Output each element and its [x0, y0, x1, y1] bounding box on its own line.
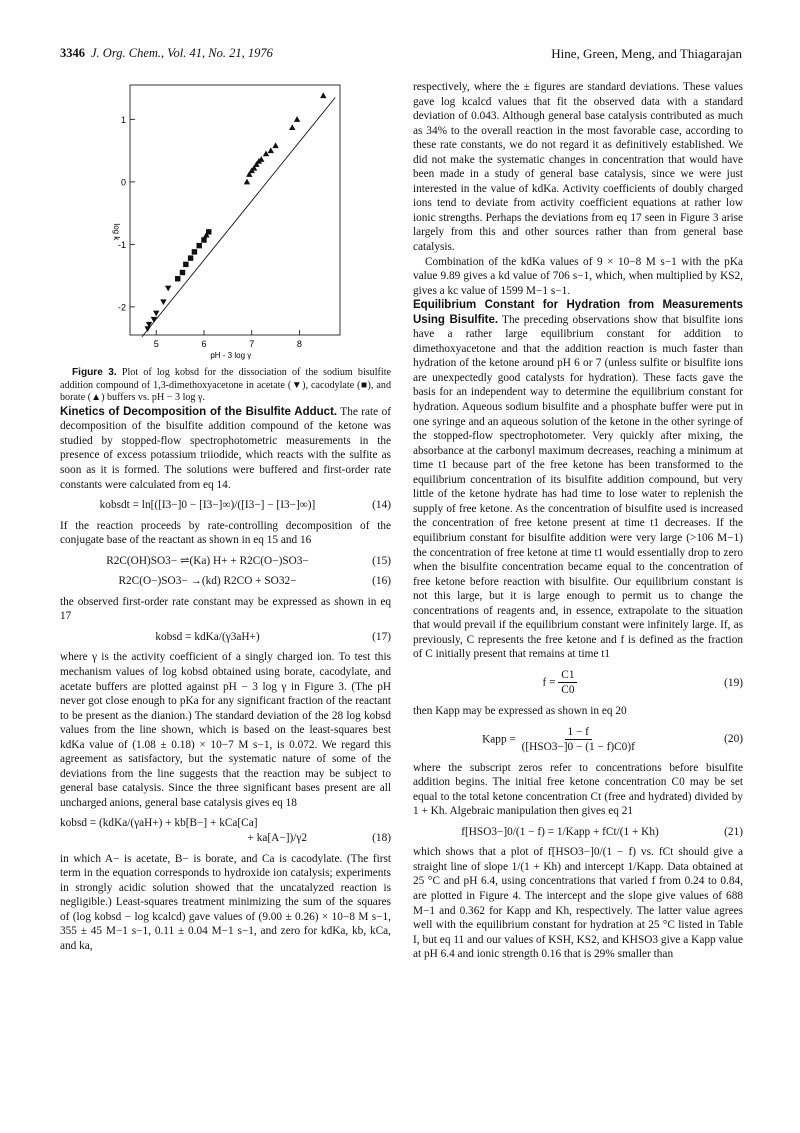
left-column — [60, 80, 391, 953]
y-tick-label: 1 — [120, 114, 126, 125]
running-header — [60, 46, 742, 64]
y-axis-label: log k — [112, 223, 121, 241]
eq18-line-2: + ka[A−])/γ2 — [247, 832, 307, 844]
left-p1-text: The rate of decomposition of the bisulfite addition compound of the ketone was studied by stopped-flow spectrophotometric measurements in the presence of excess potassium triiodide, which reacts with the sulfite as soon as it is formed. The solutions were buffered and first-order rate constants were calculated from eq 14. — [60, 405, 391, 491]
data-point-borate — [263, 151, 269, 157]
eq21-number: (21) — [724, 825, 743, 838]
data-point-borate — [294, 116, 300, 122]
least-squares-line — [142, 98, 335, 337]
data-point-acetate — [165, 286, 171, 292]
data-point-borate — [289, 124, 295, 130]
data-point-cacodylate — [175, 276, 180, 281]
equation-21 — [413, 825, 743, 840]
right-column — [413, 80, 743, 962]
equation-20 — [413, 725, 743, 755]
data-point-cacodylate — [201, 237, 206, 242]
equation-18 — [60, 816, 391, 845]
eq14-body: kobsdt = ln[([I3−]0 − [I3−]∞)/([I3−] − [I3−]∞)] — [99, 499, 316, 512]
eq19-numerator: C1 — [558, 668, 577, 684]
equation-15 — [60, 554, 391, 569]
section-heading-kinetics: Kinetics of Decomposition of the Bisulfite Adduct. — [60, 405, 338, 418]
eq19-body — [413, 668, 707, 698]
journal-citation: J. Org. Chem., Vol. 41, No. 21, 1976 — [91, 46, 273, 60]
eq19-lhs: f = — [542, 676, 556, 689]
eq16-body: R2C(O−)SO3− →(kd) R2CO + SO32− — [118, 575, 297, 588]
eq20-denominator: ([HSO3−]0 − (1 − f)C0)f — [521, 741, 635, 754]
eq17-body: kobsd = kdKa/(γ3aH+) — [155, 630, 260, 643]
left-paragraph-4: where γ is the activity coefficient of a singly charged ion. To test this mechanism values of log kobsd obtained using borate, cacodylate, and acetate buffers are plotted against pH − 3 log γ in Figure 3. (The pH never got close enough to pKa for any significant fraction of the reactant to be present as the dianion.) The standard deviation of the 28 log kobsd values from the line shown, which is based on the least-squares best kdKa value of (1.08 ± 0.18) × 10−7 M s−1, is 0.072. We regard this agreement as satisfactory, but the systematic nature of some of the deviations from the line suggests that the reaction may be subject to general base catalysis. Since the three significant bases present are all uncharged anions, general base catalysis gives eq 18 — [60, 651, 391, 809]
data-point-borate — [268, 147, 274, 153]
left-paragraph-3: the observed first-order rate constant may be expressed as shown in eq 17 — [60, 595, 391, 623]
right-paragraph-1: respectively, where the ± figures are standard deviations. These values gave log kcalcd values that fit the observed data with a standard deviation of 0.043. Although general base catalysis contributed as much as 34% to the overall reaction in the most favorable case, according to these rate constants, we do not regard it as definitively established. We did not make the systematic changes in concentration that would have been made in a study of general base catalysis, since we were just interested in the value of kdKa. Activity coefficients of doubly charged ions tend to deviate from activity coefficient equations at rather low ionic strengths. Perhaps the deviations from eq 17 seen in Figure 3 arise largely from this and other sources rather than from general base catalysis. — [413, 81, 743, 254]
equation-14 — [60, 498, 391, 513]
x-tick-label: 6 — [201, 339, 207, 349]
x-tick-label: 5 — [153, 339, 159, 349]
eq17-number: (17) — [372, 630, 391, 643]
figure-3 — [60, 80, 391, 367]
eq21-body: f[HSO3−]0/(1 − f) = 1/Kapp + fCt/(1 + Kh) — [461, 825, 659, 838]
eq19-number: (19) — [724, 676, 743, 689]
eq19-denominator: C0 — [561, 684, 575, 697]
y-tick-label: -1 — [117, 239, 126, 250]
data-point-cacodylate — [183, 262, 188, 267]
left-paragraph-5: in which A− is acetate, B− is borate, and Ca is cacodylate. (The first term in the equation corresponds to hydroxide ion catalysis; experiments in strongly acidic solution showed that the uncatalyzed reaction is negligible.) Least-squares treatment minimizing the sum of the squares of (log kobsd − log kcalcd) gave values of (9.00 ± 0.26) × 10−8 M s−1, 355 ± 45 M−1 s−1, 0.11 ± 0.04 M−1 s−1, and zero for kdKa, kb, kCa, and ka, — [60, 852, 391, 952]
data-point-cacodylate — [188, 255, 193, 260]
data-point-cacodylate — [192, 249, 197, 254]
data-point-acetate — [160, 299, 166, 305]
right-paragraph-2: Combination of the kdKa values of 9 × 10−8 M s−1 with the pKa value 9.89 gives a kd value of 706 s−1, which, when multiplied by KS2, gives a kc value of 1599 M−1 s−1. — [413, 255, 743, 297]
plot-frame — [130, 85, 340, 335]
data-point-acetate — [144, 326, 150, 332]
right-paragraph-4: then Kapp may be expressed as shown in eq 20 — [413, 704, 627, 717]
x-tick-label: 8 — [296, 339, 302, 349]
eq20-body — [413, 725, 707, 755]
right-paragraph-6: which shows that a plot of f[HSO3−]0/(1 − f) vs. fCt should give a straight line of slope 1/(1 + Kh) and intercept 1/Kapp. Data obtained at 25 °C and pH 6.4, using concentrations that varied f from 0.24 to 0.84, are plotted in Figure 4. The intercept and the slope give values of 688 M−1 and 0.362 for Kapp and Kh, respectively. The latter value agrees well with the equilibrium constant for hydration at 25 °C listed in Table I, but eq 11 and our values of KSH, KS2, and KHSO3 give a Kapp value at pH 6.4 and ionic strength 0.16 that is 29% smaller than — [413, 846, 743, 961]
caption-label: Figure 3. — [72, 367, 117, 378]
eq16-number: (16) — [372, 575, 391, 588]
y-tick-label: 0 — [120, 177, 126, 188]
caption-text: Plot of log kobsd for the dissociation of the sodium bisulfite addition compound of 1,3-dimethoxyacetone in acetate (▼), cacodylate (■), and borate (▲) buffers vs. pH − 3 log γ. — [60, 367, 391, 404]
data-point-borate — [244, 179, 250, 185]
equation-19 — [413, 668, 743, 698]
data-point-borate — [272, 142, 278, 148]
data-point-acetate — [153, 311, 159, 317]
right-paragraph-5: where the subscript zeros refer to concentrations before bisulfite addition begins. The initial free ketone concentration C0 may be set equal to the total ketone concentration Ct (free and hydrated) divided by 1 + Kh. Algebraic manipulation then gives eq 21 — [413, 761, 743, 818]
figure-caption — [60, 367, 391, 405]
left-paragraph-2: If the reaction proceeds by rate-controlling decomposition of the conjugate base of the reactant as shown in eq 15 and 16 — [60, 519, 391, 547]
eq15-number: (15) — [372, 554, 391, 567]
eq18-number: (18) — [372, 832, 391, 844]
equation-16 — [60, 574, 391, 589]
eq14-number: (14) — [372, 499, 391, 512]
header-left — [60, 46, 273, 61]
right-p3-text: The preceding observations show that bisulfite ions have a rather large equilibrium constant for addition to dimethoxyacetone and that the addition reaction is much faster than hydration of the ketone around pH 6 or 7 (unless sulfite or bisulfite ions are unexpectedly good catalysts for hydration). These facts gave the basis for an independent way to determine the equilibrium constant for hydration. Aqueous sodium bisulfite and a phosphate buffer were put in one syringe and an aqueous solution of the ketone in the other syringe of the stopped-flow spectrophotometer. Very quickly after mixing, the absorbance at the carbonyl maximum decreases, reaching a minimum at time t1 because part of the free ketone has been transformed to the equilibrium concentration of its bisulfite addition compound, but very little of the ketone hydrate has had time to lose water to replenish the supply of free ketone. As the concentration of bisulfite used is increased the concentration of free ketone present at time t1 decreases. If the equilibrium constant for bisulfite addition were very large (>106 M−1) the concentration of free ketone at time t1 would essentially drop to zero when the bisulfite concentration became equal to the concentration of free ketone before reaction with bisulfite. Our equilibrium constant is not this large, but it is large enough to permit us to change the concentrations of reagents and, in essence, extrapolate to the situation that would prevail if the equilibrium constant were infinitely large. If, as previously, C represents the free ketone and f is defined as the fraction of C initially present that remains at time t1 — [413, 313, 743, 661]
data-point-cacodylate — [196, 243, 201, 248]
data-point-borate — [320, 92, 326, 98]
equation-17 — [60, 630, 391, 645]
figure-3-plot — [60, 80, 391, 367]
page-number: 3346 — [60, 46, 85, 60]
y-tick-label: -2 — [117, 302, 126, 313]
eq19-fraction — [558, 668, 577, 698]
eq15-body: R2C(OH)SO3− ⇌(Ka) H+ + R2C(O−)SO3− — [106, 554, 309, 567]
author-list: Hine, Green, Meng, and Thiagarajan — [551, 46, 742, 61]
section-heading-equilibrium: Equilibrium Constant for Hydration from Measurements Using Bisulfite. — [413, 299, 743, 326]
x-axis-label: pH - 3 log γ — [210, 351, 252, 360]
data-point-cacodylate — [180, 270, 185, 275]
eq20-fraction — [519, 725, 638, 755]
eq18-line-1: kobsd = (kdKa/(γaH+) + kb[B−] + kCa[Ca] — [60, 817, 258, 830]
x-tick-label: 7 — [249, 339, 255, 349]
eq20-numerator: 1 − f — [565, 725, 592, 741]
eq20-lhs: Kapp = — [482, 733, 516, 746]
eq20-number: (20) — [724, 733, 743, 746]
